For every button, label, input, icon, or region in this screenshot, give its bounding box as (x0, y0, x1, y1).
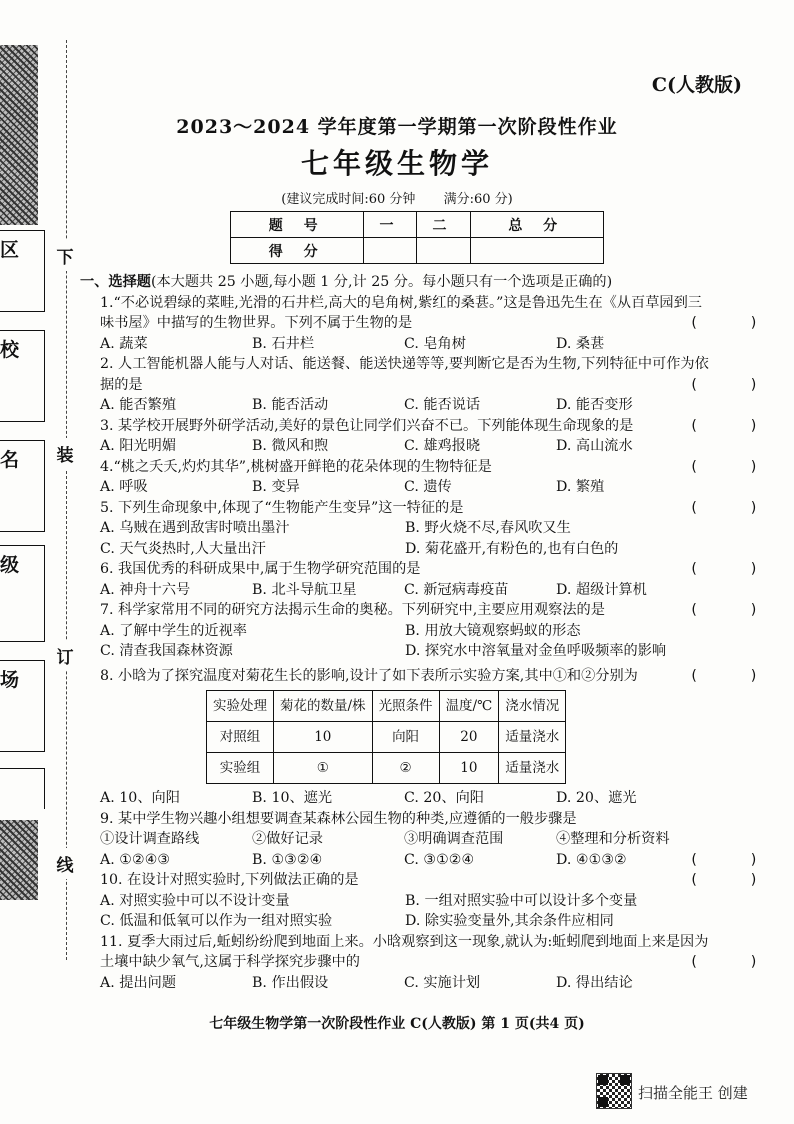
option[interactable]: D. 除实验变量外,其余条件应相同 (405, 913, 614, 929)
question-3 (86, 416, 776, 437)
qr-code-icon (596, 1073, 632, 1109)
step-item: ①设计调查路线 (100, 831, 200, 847)
question-stem: 9. 某中学生物兴趣小组想要调查某森林公园生物的种类,应遵循的一般步骤是 (100, 810, 577, 827)
steps-9 (86, 829, 776, 850)
section-heading (80, 272, 776, 293)
option[interactable]: C. 实施计划 (404, 974, 481, 991)
score-cell: 二 (417, 212, 470, 238)
table-header-cell: 实验处理 (207, 691, 274, 722)
side-box-label: 校 (0, 339, 20, 361)
subject-title: 七年级生物学 (300, 147, 493, 180)
option[interactable]: D. 探究水中溶氧量对金鱼呼吸频率的影响 (405, 643, 667, 659)
binding-word-xia: 下 (52, 240, 78, 271)
question-5 (86, 498, 776, 519)
option[interactable]: A. 提出问题 (100, 974, 177, 991)
option[interactable]: D. 能否变形 (556, 397, 633, 413)
table-row (207, 753, 566, 784)
table-cell: 适量浇水 (499, 753, 566, 784)
question-area (80, 272, 776, 993)
table-cell: 10 (274, 722, 373, 753)
table-cell: 10 (439, 753, 499, 784)
option[interactable]: B. 10、遮光 (252, 790, 333, 806)
step-item: ③明确调查范围 (404, 831, 504, 847)
exam-info (0, 188, 794, 207)
option[interactable]: D. 20、遮光 (556, 790, 637, 806)
score-table-header-row (231, 212, 604, 238)
table-cell: 向阳 (372, 722, 439, 753)
side-box-exam-room[interactable] (0, 660, 45, 752)
options-5b (86, 539, 776, 560)
option[interactable]: C. 能否说话 (404, 397, 481, 413)
option[interactable]: C. 遗传 (404, 479, 452, 495)
question-11 (86, 932, 776, 973)
experiment-table-header (207, 691, 566, 722)
question-7 (86, 600, 776, 621)
option[interactable]: D. 桑葚 (556, 335, 605, 352)
option[interactable]: A. 对照实验中可以不设计变量 (100, 892, 290, 909)
option[interactable]: C. 皂角树 (404, 335, 466, 352)
question-stem: 11. 夏季大雨过后,蚯蚓纷纷爬到地面上来。小晗观察到这一现象,就认为:蚯蚓爬到地面上来是因为土壤中缺少氧气,这属于科学探究步骤中的 (100, 933, 709, 970)
question-stem: 3. 某学校开展野外研学活动,美好的景色让同学们兴奋不已。下列能体现生命现象的是 (100, 417, 634, 434)
option[interactable]: C. 清查我国森林资源 (100, 643, 233, 659)
option[interactable]: B. 能否活动 (252, 397, 329, 413)
table-cell: 实验组 (207, 753, 274, 784)
suggested-time: (建议完成时间:60 分钟 (281, 192, 416, 207)
full-score: 满分:60 分) (443, 192, 513, 207)
options-7 (86, 621, 776, 642)
side-box-label: 名 (0, 449, 20, 471)
side-box-district[interactable] (0, 230, 45, 312)
score-cell: 得 分 (231, 238, 364, 264)
question-9 (86, 809, 776, 830)
binding-pattern-bottom (0, 820, 38, 900)
score-cell: 总 分 (470, 212, 603, 238)
option[interactable]: D. 繁殖 (556, 479, 605, 495)
question-2 (86, 354, 776, 395)
answer-blank[interactable]: ( ) (689, 667, 758, 684)
option[interactable]: C. 20、向阳 (404, 790, 484, 806)
options-3 (86, 436, 776, 457)
option[interactable]: B. 一组对照实验中可以设计多个变量 (405, 892, 638, 909)
option[interactable]: B. 作出假设 (252, 974, 329, 991)
side-box-name[interactable] (0, 440, 45, 532)
score-cell: 题 号 (231, 212, 364, 238)
side-box-class[interactable] (0, 545, 45, 642)
option[interactable]: B. 北斗导航卫星 (252, 581, 357, 598)
table-cell: 适量浇水 (499, 722, 566, 753)
exam-title: 2023～2024 学年度第一学期第一次阶段性作业 (176, 116, 618, 138)
question-stem: 5. 下列生命现象中,体现了“生物能产生变异”这一特征的是 (100, 499, 464, 516)
question-stem: 6. 我国优秀的科研成果中,属于生物学研究范围的是 (100, 561, 421, 577)
question-10 (86, 870, 776, 891)
binding-word-ding: 订 (52, 640, 78, 671)
table-header-cell: 温度/℃ (439, 691, 499, 722)
option[interactable]: A. 呼吸 (100, 479, 148, 495)
table-header-cell: 浇水情况 (499, 691, 566, 722)
section-desc: (本大题共 25 小题,每小题 1 分,计 25 分。每小题只有一个选项是正确的) (150, 274, 613, 290)
question-stem: 7. 科学家常用不同的研究方法揭示生命的奥秘。下列研究中,主要应用观察法的是 (100, 602, 605, 618)
options-2 (86, 395, 776, 416)
options-10b (86, 911, 776, 932)
question-stem: 8. 小晗为了探究温度对菊花生长的影响,设计了如下表所示实验方案,其中①和②分别为 (100, 667, 638, 684)
option[interactable]: A. 神舟十六号 (100, 581, 191, 598)
answer-blank[interactable]: ( ) (689, 872, 758, 888)
scanner-watermark: 扫描全能王 创建 (638, 1084, 748, 1102)
option[interactable]: D. 得出结论 (556, 974, 633, 991)
side-box-school[interactable] (0, 330, 45, 422)
question-stem: 4.“桃之夭夭,灼灼其华”,桃树盛开鲜艳的花朵体现的生物特征是 (100, 458, 492, 475)
option[interactable]: A. 阳光明媚 (100, 438, 177, 454)
score-input-2[interactable] (417, 238, 470, 264)
table-cell: 20 (439, 722, 499, 753)
option[interactable]: A. 了解中学生的近视率 (100, 622, 247, 639)
answer-blank[interactable]: ( ) (689, 376, 758, 393)
answer-blank[interactable]: ( ) (689, 417, 758, 434)
options-1 (86, 334, 776, 355)
option[interactable]: A. 蔬菜 (100, 335, 148, 352)
options-9 (86, 850, 776, 871)
binding-word-xian: 线 (52, 848, 78, 879)
option[interactable]: D. 高山流水 (556, 438, 633, 454)
step-item: ④整理和分析资料 (556, 831, 670, 847)
option[interactable]: C. 新冠病毒疫苗 (404, 581, 509, 598)
table-header-cell: 光照条件 (372, 691, 439, 722)
score-cell: 一 (364, 212, 417, 238)
option[interactable]: D. 超级计算机 (556, 581, 647, 598)
page-footer: 七年级生物学第一次阶段性作业 C(人教版) 第 1 页(共4 页) (209, 1016, 585, 1032)
options-7b (86, 641, 776, 662)
option[interactable]: C. 雄鸡报晓 (404, 438, 481, 454)
answer-blank[interactable]: ( ) (689, 561, 758, 577)
question-stem: 1.“不必说碧绿的菜畦,光滑的石井栏,高大的皂角树,紫红的桑葚。”这是鲁迅先生在《从百草园到三味书屋》中描写的生物世界。下列不属于生物的是 (100, 294, 702, 331)
edition-label: C(人教版) (651, 74, 742, 96)
table-cell: ① (274, 753, 373, 784)
score-table-score-row (231, 238, 604, 264)
option[interactable]: A. ①②④③ (100, 851, 171, 868)
options-4 (86, 477, 776, 498)
option[interactable]: C. 低温和低氧可以作为一组对照实验 (100, 913, 333, 929)
answer-blank[interactable]: ( ) (689, 851, 758, 868)
answer-blank[interactable]: ( ) (689, 315, 758, 331)
option[interactable]: B. 石井栏 (252, 335, 315, 352)
side-box-label: 场 (0, 669, 20, 691)
option[interactable]: A. 10、向阳 (100, 790, 180, 806)
options-11 (86, 973, 776, 994)
step-item: ②做好记录 (252, 831, 323, 847)
table-cell: 对照组 (207, 722, 274, 753)
option[interactable]: B. 微风和煦 (252, 438, 329, 454)
binding-word-zhuang: 装 (52, 438, 78, 469)
side-box-seat[interactable] (0, 768, 45, 809)
option[interactable]: B. ①③②④ (252, 851, 323, 868)
table-cell: ② (372, 753, 439, 784)
option[interactable]: A. 乌贼在遇到敌害时喷出墨汁 (100, 520, 290, 536)
score-table (230, 211, 604, 264)
option[interactable]: B. 野火烧不尽,春风吹又生 (405, 520, 571, 536)
side-box-label: 区 (0, 239, 20, 261)
options-8 (86, 788, 776, 809)
options-9-row (86, 850, 776, 871)
table-row (207, 722, 566, 753)
option[interactable]: B. 用放大镜观察蚂蚁的形态 (405, 622, 581, 639)
question-stem: 2. 人工智能机器人能与人对话、能送餐、能送快递等等,要判断它是否为生物,下列特征中可作为依据的是 (100, 356, 709, 393)
answer-blank[interactable]: ( ) (689, 954, 758, 970)
options-10 (86, 891, 776, 912)
question-6 (86, 559, 776, 580)
answer-blank[interactable]: ( ) (689, 458, 758, 475)
experiment-table (206, 690, 566, 784)
answer-blank[interactable]: ( ) (689, 602, 758, 618)
answer-blank[interactable]: ( ) (689, 499, 758, 516)
option[interactable]: C. ③①②④ (404, 851, 475, 868)
score-input-total[interactable] (470, 238, 603, 264)
option[interactable]: A. 能否繁殖 (100, 397, 177, 413)
section-title: 一、选择题 (80, 274, 151, 290)
question-1 (86, 293, 776, 334)
score-input-1[interactable] (364, 238, 417, 264)
option[interactable]: D. ④①③② (556, 851, 627, 868)
option[interactable]: C. 天气炎热时,人大量出汗 (100, 540, 266, 557)
option[interactable]: D. 菊花盛开,有粉色的,也有白色的 (405, 540, 619, 557)
option[interactable]: B. 变异 (252, 479, 300, 495)
side-box-label: 级 (0, 554, 20, 576)
question-8 (86, 666, 776, 687)
question-stem: 10. 在设计对照实验时,下列做法正确的是 (100, 872, 359, 888)
question-4 (86, 457, 776, 478)
options-6 (86, 580, 776, 601)
options-5 (86, 518, 776, 539)
table-header-cell: 菊花的数量/株 (274, 691, 373, 722)
